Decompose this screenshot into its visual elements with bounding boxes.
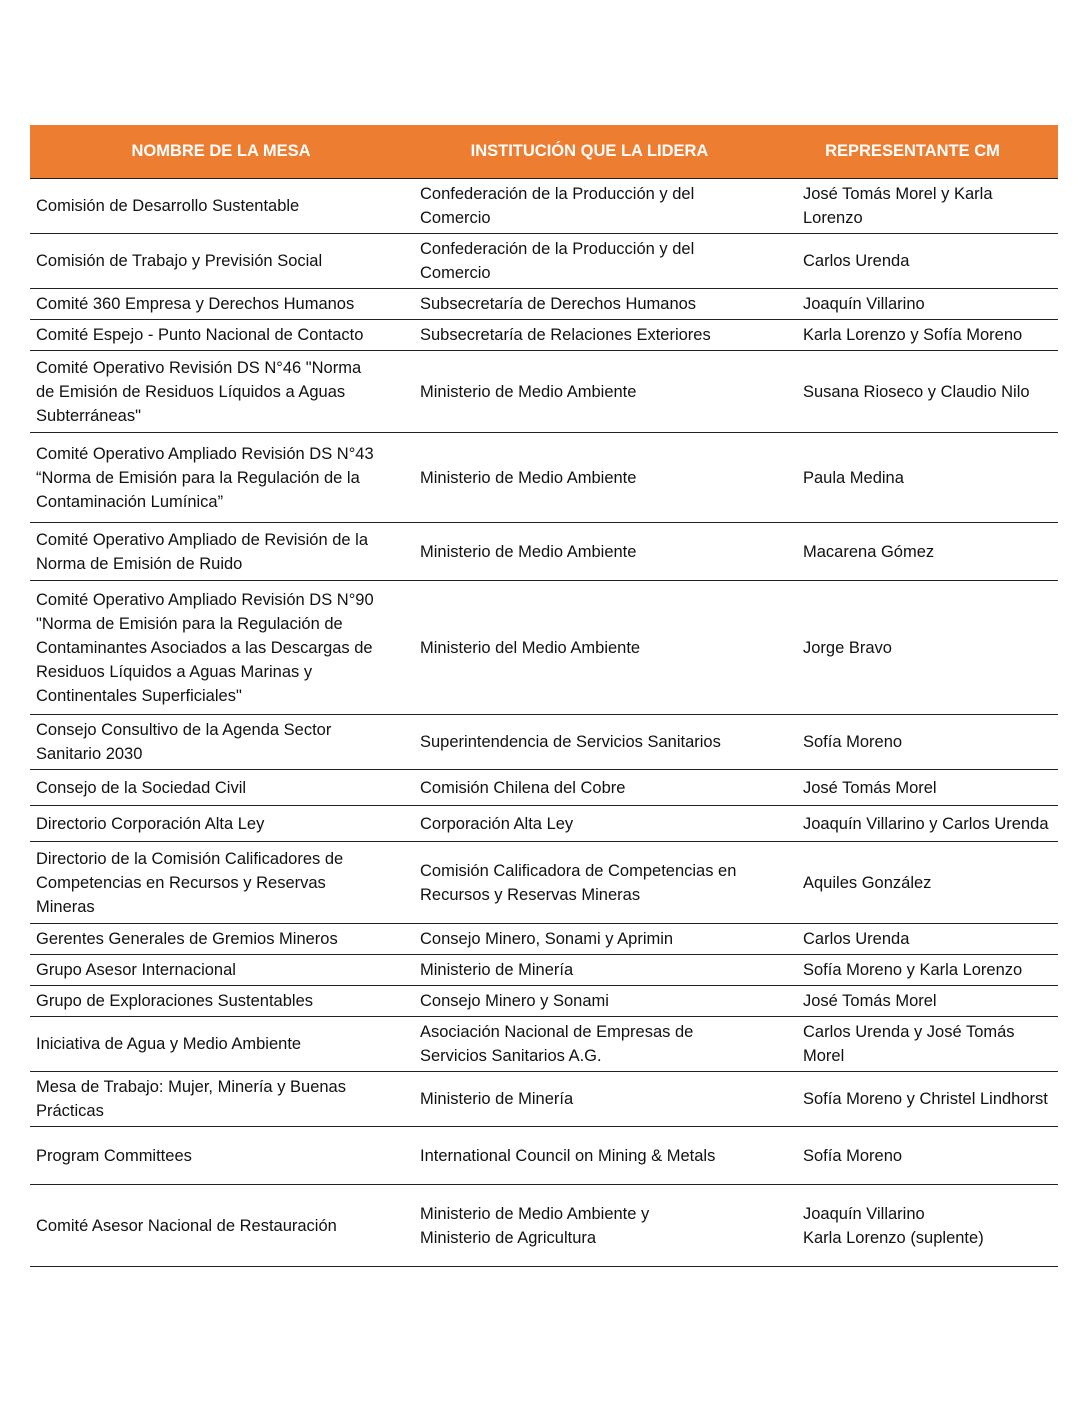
cell-institution: Consejo Minero y Sonami — [412, 986, 767, 1017]
cell-name: Comisión de Desarrollo Sustentable — [30, 179, 412, 234]
cell-name: Grupo de Exploraciones Sustentables — [30, 986, 412, 1017]
cell-institution: International Council on Mining & Metals — [412, 1127, 767, 1185]
cell-representative: Carlos Urenda y José Tomás Morel — [767, 1017, 1058, 1072]
cell-representative: José Tomás Morel y Karla Lorenzo — [767, 179, 1058, 234]
cell-representative: Joaquín Villarino y Carlos Urenda — [767, 806, 1058, 842]
committees-table — [30, 125, 1058, 1267]
cell-institution: Subsecretaría de Derechos Humanos — [412, 289, 767, 320]
cell-representative: Sofía Moreno — [767, 1127, 1058, 1185]
table-row — [30, 1072, 1058, 1127]
cell-institution: Confederación de la Producción y del Comercio — [412, 179, 767, 234]
table-header — [30, 125, 1058, 179]
table-row — [30, 986, 1058, 1017]
table-row — [30, 179, 1058, 234]
cell-representative: Sofía Moreno y Christel Lindhorst — [767, 1072, 1058, 1127]
table-row — [30, 842, 1058, 924]
table-row — [30, 1017, 1058, 1072]
committees-table-container — [30, 125, 1058, 1267]
cell-name: Directorio de la Comisión Calificadores de Competencias en Recursos y Reservas Mineras — [30, 842, 412, 924]
table-row — [30, 806, 1058, 842]
cell-representative: Sofía Moreno y Karla Lorenzo — [767, 955, 1058, 986]
header-representative: REPRESENTANTE CM — [767, 125, 1058, 179]
table-row — [30, 433, 1058, 523]
cell-institution: Ministerio de Medio Ambiente — [412, 351, 767, 433]
table-row — [30, 234, 1058, 289]
cell-name: Comité Operativo Ampliado de Revisión de la Norma de Emisión de Ruido — [30, 523, 412, 581]
cell-institution: Consejo Minero, Sonami y Aprimin — [412, 924, 767, 955]
table-row — [30, 955, 1058, 986]
cell-institution: Asociación Nacional de Empresas de Servicios Sanitarios A.G. — [412, 1017, 767, 1072]
cell-institution: Subsecretaría de Relaciones Exteriores — [412, 320, 767, 351]
table-row — [30, 1185, 1058, 1267]
cell-institution: Comisión Calificadora de Competencias en Recursos y Reservas Mineras — [412, 842, 767, 924]
header-name: NOMBRE DE LA MESA — [30, 125, 412, 179]
cell-name: Grupo Asesor Internacional — [30, 955, 412, 986]
cell-institution: Comisión Chilena del Cobre — [412, 770, 767, 806]
header-institution: INSTITUCIÓN QUE LA LIDERA — [412, 125, 767, 179]
table-row — [30, 924, 1058, 955]
cell-name: Comité Asesor Nacional de Restauración — [30, 1185, 412, 1267]
cell-name: Directorio Corporación Alta Ley — [30, 806, 412, 842]
cell-name: Comité Espejo - Punto Nacional de Contacto — [30, 320, 412, 351]
table-row — [30, 715, 1058, 770]
cell-representative: Karla Lorenzo y Sofía Moreno — [767, 320, 1058, 351]
table-row — [30, 320, 1058, 351]
cell-representative: Paula Medina — [767, 433, 1058, 523]
table-row — [30, 351, 1058, 433]
cell-institution: Ministerio de Medio Ambiente — [412, 433, 767, 523]
cell-institution: Confederación de la Producción y del Comercio — [412, 234, 767, 289]
cell-representative: Susana Rioseco y Claudio Nilo — [767, 351, 1058, 433]
cell-representative: Joaquín Villarino — [767, 289, 1058, 320]
table-row — [30, 289, 1058, 320]
cell-name: Comisión de Trabajo y Previsión Social — [30, 234, 412, 289]
cell-institution: Ministerio de Minería — [412, 1072, 767, 1127]
cell-representative: Carlos Urenda — [767, 234, 1058, 289]
cell-institution: Ministerio de Medio Ambiente — [412, 523, 767, 581]
cell-name: Iniciativa de Agua y Medio Ambiente — [30, 1017, 412, 1072]
cell-representative: Macarena Gómez — [767, 523, 1058, 581]
table-body — [30, 179, 1058, 1267]
cell-representative: José Tomás Morel — [767, 986, 1058, 1017]
cell-name: Comité 360 Empresa y Derechos Humanos — [30, 289, 412, 320]
cell-name: Comité Operativo Ampliado Revisión DS N°90 "Norma de Emisión para la Regulación de Contaminantes Asociados a las Descargas de Residuos Líquidos a Aguas Marinas y Continentales Superficiales" — [30, 581, 412, 715]
cell-institution: Ministerio de Medio Ambiente y Ministerio de Agricultura — [412, 1185, 767, 1267]
cell-representative: Sofía Moreno — [767, 715, 1058, 770]
cell-name: Consejo de la Sociedad Civil — [30, 770, 412, 806]
cell-name: Comité Operativo Revisión DS N°46 "Norma de Emisión de Residuos Líquidos a Aguas Subterráneas" — [30, 351, 412, 433]
table-row — [30, 523, 1058, 581]
cell-institution: Ministerio de Minería — [412, 955, 767, 986]
cell-name: Program Committees — [30, 1127, 412, 1185]
table-row — [30, 581, 1058, 715]
cell-institution: Ministerio del Medio Ambiente — [412, 581, 767, 715]
cell-name: Gerentes Generales de Gremios Mineros — [30, 924, 412, 955]
table-row — [30, 770, 1058, 806]
cell-representative: Carlos Urenda — [767, 924, 1058, 955]
table-row — [30, 1127, 1058, 1185]
cell-representative: Jorge Bravo — [767, 581, 1058, 715]
cell-representative: Aquiles González — [767, 842, 1058, 924]
cell-representative: Joaquín Villarino Karla Lorenzo (suplente) — [767, 1185, 1058, 1267]
cell-institution: Corporación Alta Ley — [412, 806, 767, 842]
cell-representative: José Tomás Morel — [767, 770, 1058, 806]
cell-name: Consejo Consultivo de la Agenda Sector Sanitario 2030 — [30, 715, 412, 770]
cell-name: Comité Operativo Ampliado Revisión DS N°43 “Norma de Emisión para la Regulación de la Contaminación Lumínica” — [30, 433, 412, 523]
cell-institution: Superintendencia de Servicios Sanitarios — [412, 715, 767, 770]
header-row — [30, 125, 1058, 179]
cell-name: Mesa de Trabajo: Mujer, Minería y Buenas Prácticas — [30, 1072, 412, 1127]
